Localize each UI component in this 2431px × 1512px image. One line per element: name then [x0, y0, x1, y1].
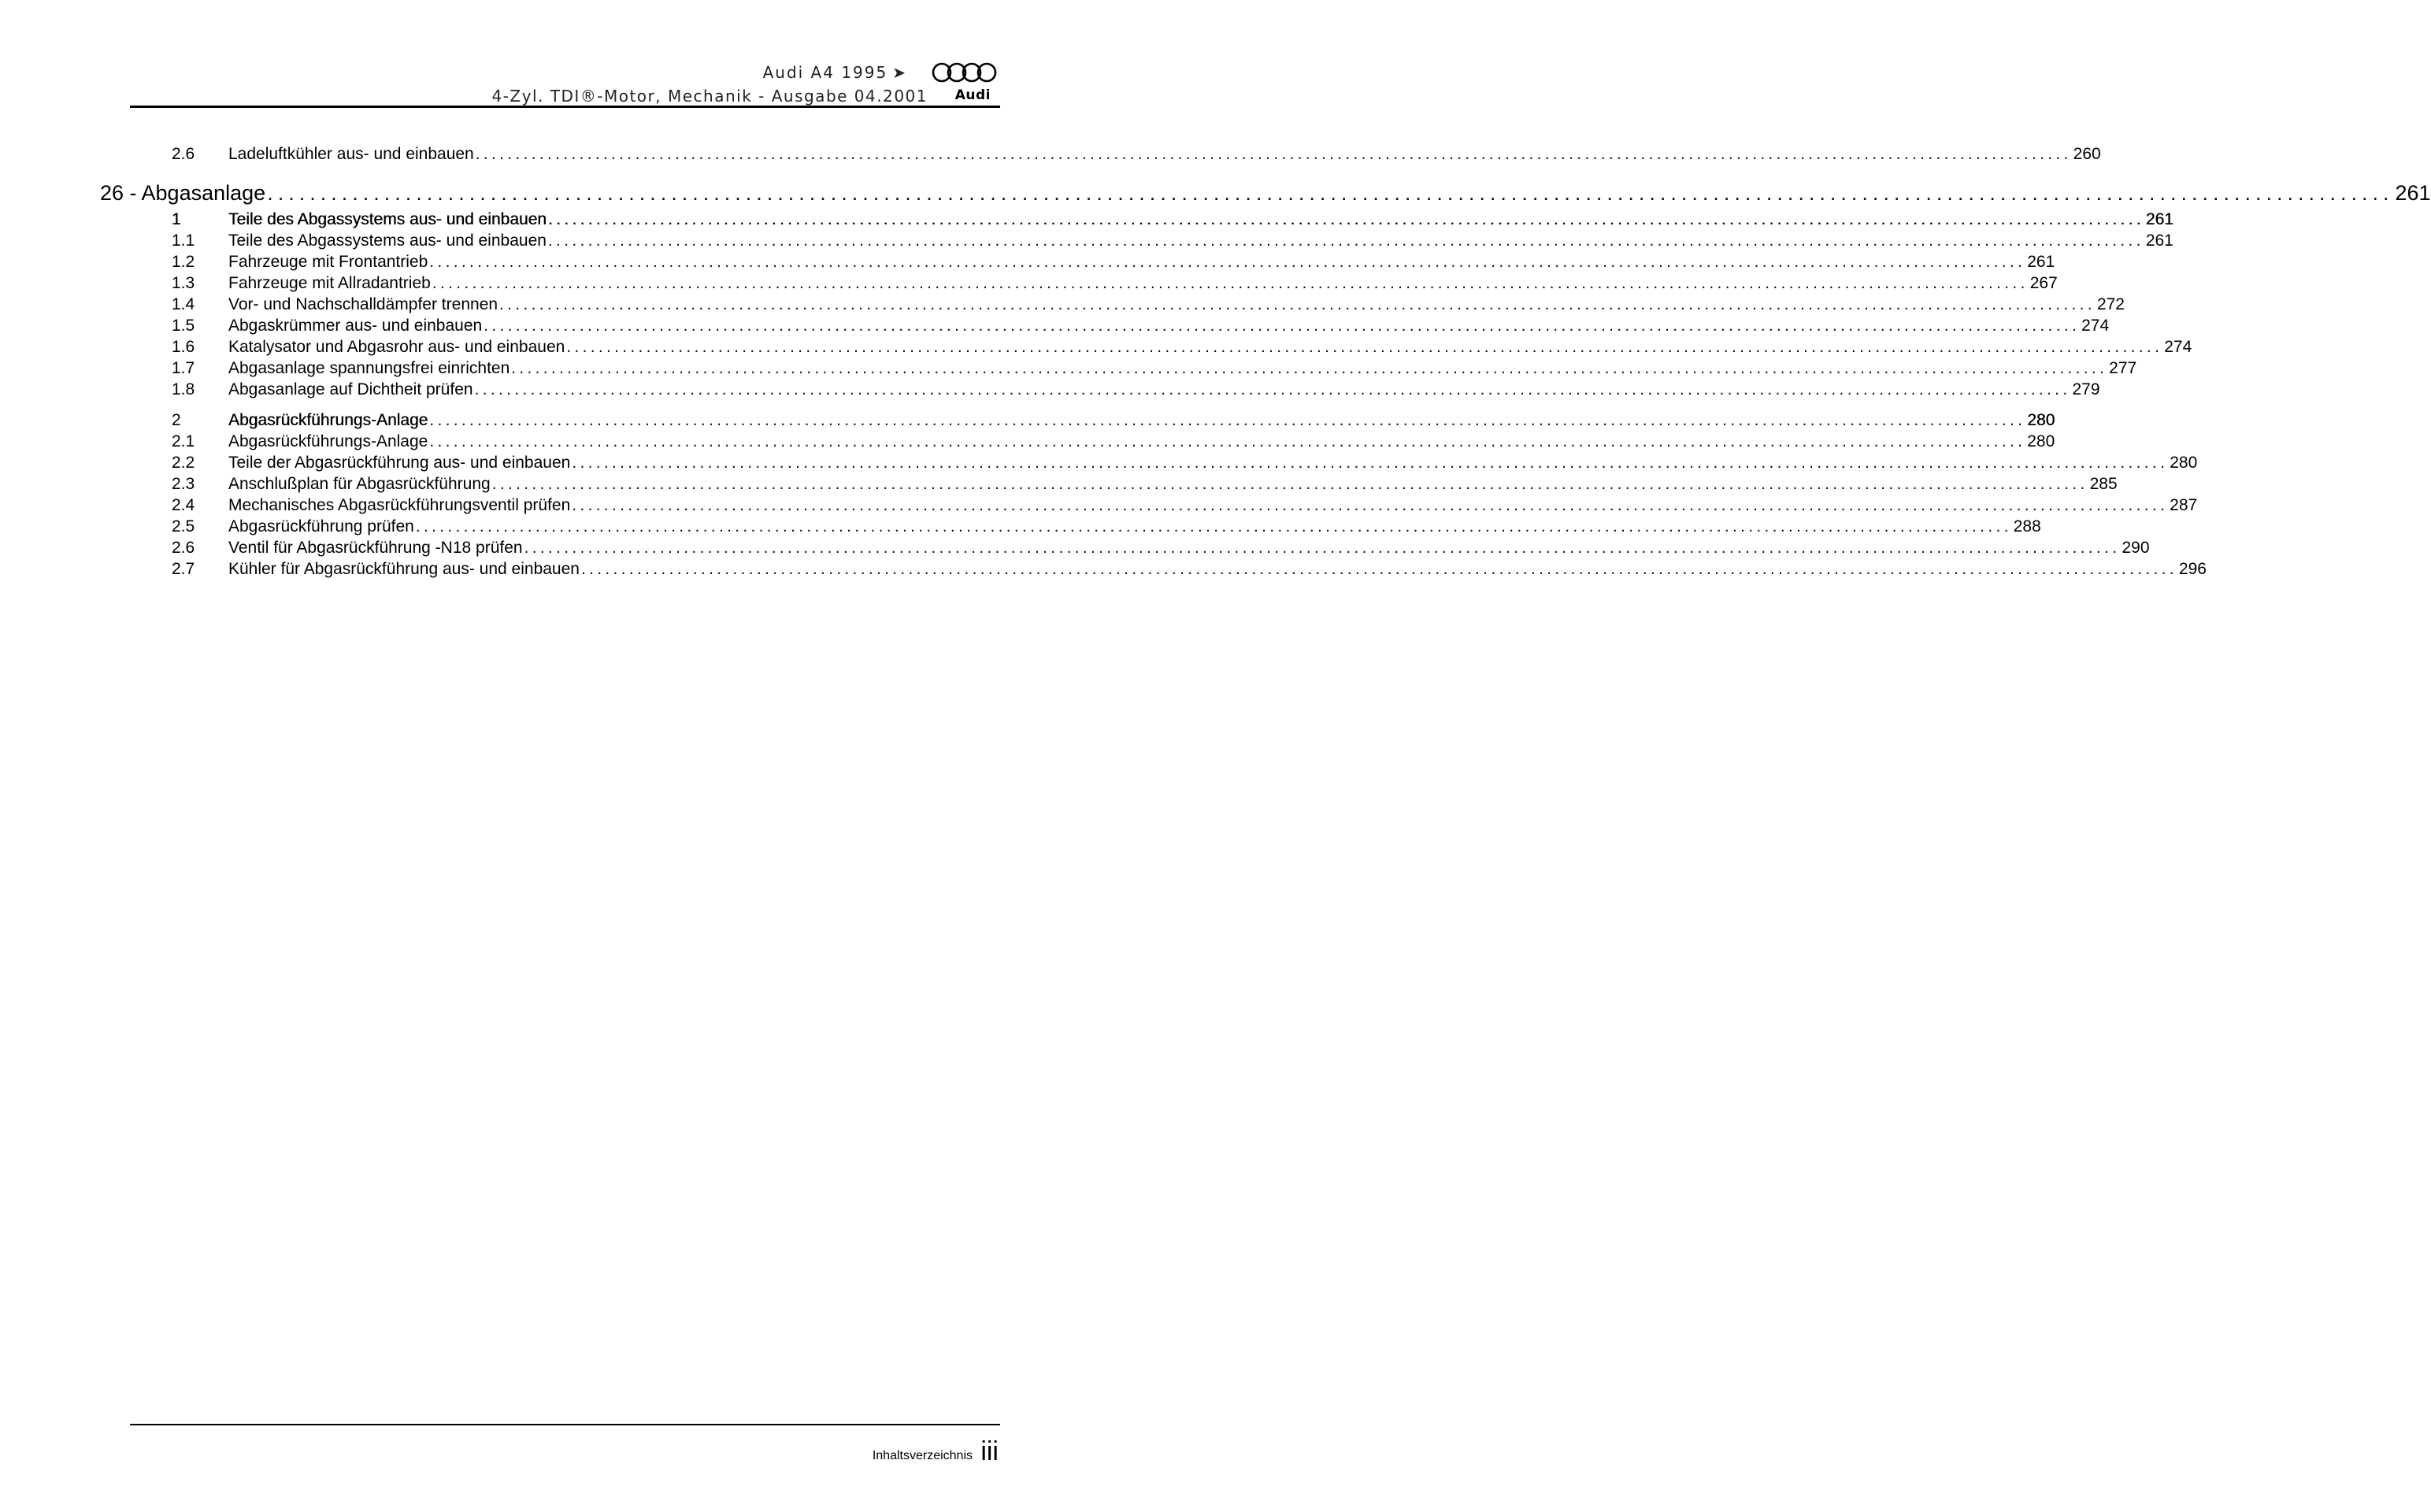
toc-entry-title: Katalysator und Abgasrohr aus- und einbauen: [228, 338, 565, 356]
audi-rings-icon: [931, 61, 999, 83]
toc-leader: ........................................................................................................................................................................................................: [491, 475, 2088, 493]
toc-leader: ........................................................................................................................................................................................................: [511, 359, 2108, 377]
toc-leader: ........................................................................................................................................................................................................: [547, 210, 2144, 228]
table-of-contents: [100, 143, 2431, 580]
toc-entry-number: 2.5: [172, 517, 195, 536]
toc-entry-page: 285: [2089, 475, 2118, 493]
toc-entry-number: 2.7: [172, 560, 195, 578]
toc-entry-title: Ladeluftkühler aus- und einbauen: [228, 145, 474, 163]
toc-entry-title: Abgasanlage auf Dichtheit prüfen: [228, 380, 473, 398]
toc-entry-page: 296: [2178, 560, 2207, 578]
toc-leader: ........................................................................................................................................................................................................: [429, 432, 2026, 450]
toc-leader: ........................................................................................................................................................................................................: [429, 411, 2026, 429]
header-subtitle: 4-Zyl. TDI®-Motor, Mechanik - Ausgabe 04.2001: [491, 87, 928, 106]
toc-chapter-page: 261: [2395, 181, 2431, 205]
toc-entry-number: 2.6: [172, 539, 195, 557]
toc-section[interactable]: [128, 410, 2055, 431]
toc-entry-title: Fahrzeuge mit Frontantrieb: [228, 253, 428, 271]
toc-section-title: Teile des Abgassystems aus- und einbauen: [228, 210, 547, 228]
toc-entry[interactable]: [128, 516, 2041, 537]
toc-section[interactable]: [128, 209, 2173, 230]
toc-entry-page: 287: [2170, 496, 2198, 514]
toc-entry-number: 1.8: [172, 380, 195, 398]
footer-page-number: iii: [980, 1436, 999, 1466]
toc-leader: ........................................................................................................................................................................................................: [524, 539, 2121, 557]
toc-entry-page: 274: [2164, 338, 2192, 356]
toc-entry[interactable]: [128, 473, 2118, 495]
toc-leader: ........................................................................................................................................................................................................: [572, 496, 2169, 514]
toc-entry[interactable]: [128, 379, 2100, 400]
toc-entry-page: 261: [2145, 232, 2173, 250]
toc-entry-number: 1.2: [172, 253, 195, 271]
toc-entry[interactable]: [128, 315, 2110, 336]
toc-entry-title: Kühler für Abgasrückführung aus- und einbauen: [228, 560, 580, 578]
toc-entry[interactable]: [128, 452, 2198, 473]
toc-leader: ........................................................................................................................................................................................................: [499, 295, 2096, 313]
toc-chapter-title: 26 - Abgasanlage: [100, 181, 266, 205]
toc-entry-page: 272: [2096, 295, 2125, 313]
toc-entry-number: 2.1: [172, 432, 195, 450]
toc-entry-page: 267: [2029, 274, 2058, 292]
toc-entry-page: 274: [2081, 317, 2110, 335]
toc-section-number: 1: [172, 210, 181, 228]
toc-entry-number: 2.4: [172, 496, 195, 514]
toc-entry-title: Abgasrückführungs-Anlage: [228, 432, 428, 450]
toc-entry[interactable]: [128, 336, 2192, 358]
header-rule: [130, 106, 1000, 108]
toc-entry-number: 1.4: [172, 295, 195, 313]
toc-entry-number: 2.3: [172, 475, 195, 493]
toc-entry-page: 261: [2027, 253, 2055, 271]
toc-leader: ........................................................................................................................................................................................................: [432, 274, 2029, 292]
toc-entry[interactable]: [128, 537, 2150, 558]
toc-entry-number: 2.2: [172, 454, 195, 472]
toc-leader: ........................................................................................................................................................................................................: [572, 454, 2169, 472]
toc-entry-number: 1.7: [172, 359, 195, 377]
toc-entry-title: Mechanisches Abgasrückführungsventil prüfen: [228, 496, 571, 514]
toc-entry-title: Teile des Abgassystems aus- und einbauen: [228, 232, 547, 250]
toc-entry[interactable]: [128, 251, 2055, 272]
toc-section-number: 2: [172, 411, 181, 429]
toc-entry-title: Teile der Abgasrückführung aus- und einbauen: [228, 454, 571, 472]
toc-entry[interactable]: [128, 495, 2198, 516]
toc-entry-number: 1.1: [172, 232, 195, 250]
toc-entry-page: 280: [2027, 432, 2055, 450]
toc-entry-number: 1.3: [172, 274, 195, 292]
footer-rule: [130, 1424, 1000, 1425]
toc-leader: ........................................................................................................................................................................................................: [474, 380, 2071, 398]
toc-leader: ........................................................................................................................................................................................................: [415, 517, 2012, 536]
toc-entry-page: 290: [2122, 539, 2150, 557]
page-header: [130, 61, 1000, 109]
arrow-right-icon: ➤: [892, 63, 907, 82]
toc-leader: ........................................................................................................................................................................................................: [429, 253, 2026, 271]
toc-entry-title: Abgaskrümmer aus- und einbauen: [228, 317, 483, 335]
toc-section-title: Abgasrückführungs-Anlage: [228, 411, 428, 429]
toc-entry[interactable]: [128, 230, 2173, 251]
toc-entry-title: Vor- und Nachschalldämpfer trennen: [228, 295, 498, 313]
toc-section-page: 280: [2027, 411, 2055, 429]
toc-entry[interactable]: [128, 558, 2207, 580]
toc-leader: ........................................................................................................................................................................................................: [580, 560, 2177, 578]
toc-entry-number: 1.5: [172, 317, 195, 335]
toc-entry-title: Abgasanlage spannungsfrei einrichten: [228, 359, 510, 377]
toc-entry[interactable]: [128, 272, 2058, 294]
toc-entry-title: Anschlußplan für Abgasrückführung: [228, 475, 491, 493]
toc-leader: ........................................................................................................................................................................................................: [566, 338, 2163, 356]
page-footer: [130, 1424, 1000, 1471]
toc-leader: ........................................................................................................................................................................................................: [484, 317, 2081, 335]
toc-entry-page: 288: [2013, 517, 2041, 536]
toc-entry[interactable]: [128, 294, 2125, 315]
toc-leader: ........................................................................................................................................................................................................: [547, 232, 2144, 250]
toc-chapter[interactable]: [100, 179, 2431, 207]
toc-section-page: 261: [2145, 210, 2173, 228]
toc-entry-page: 279: [2072, 380, 2100, 398]
toc-entry-title: Abgasrückführung prüfen: [228, 517, 414, 536]
toc-entry-page: 280: [2170, 454, 2198, 472]
footer-label: Inhaltsverzeichnis: [872, 1449, 973, 1462]
toc-entry[interactable]: [128, 431, 2055, 452]
toc-list-section-2: [128, 431, 2207, 580]
toc-entry-page: 260: [2073, 145, 2101, 163]
brand-wordmark: Audi: [954, 87, 991, 103]
toc-entry[interactable]: [128, 358, 2137, 379]
toc-entry[interactable]: [128, 143, 2101, 165]
header-model-text: Audi A4 1995: [762, 63, 888, 82]
toc-entry-title: Fahrzeuge mit Allradantrieb: [228, 274, 431, 292]
header-model: [763, 63, 907, 82]
toc-entry-title: Ventil für Abgasrückführung -N18 prüfen: [228, 539, 523, 557]
toc-leader: ........................................................................................................................................................................................................: [267, 181, 2394, 205]
toc-leader: ........................................................................................................................................................................................................: [475, 145, 2072, 163]
toc-list-section-1: [128, 230, 2192, 400]
toc-entry-page: 277: [2109, 359, 2137, 377]
toc-entry-number: 2.6: [172, 145, 195, 163]
toc-entry-number: 1.6: [172, 338, 195, 356]
